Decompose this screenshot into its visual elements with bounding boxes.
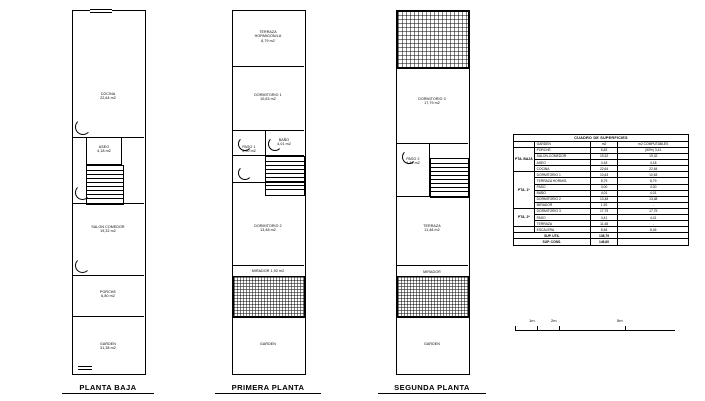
- total-comp: [618, 239, 689, 245]
- p2-title: SEGUNDA PLANTA: [378, 383, 486, 394]
- p2-room-terraza: TERRAZA 11,48 m2: [423, 224, 441, 233]
- p2-wall-1: [396, 67, 468, 68]
- cell-comp: 4,01: [618, 190, 689, 196]
- pb-wall-1: [72, 137, 144, 138]
- p2-room-dorm3: DORMITORIO 3 17,79 m2: [418, 97, 446, 106]
- cell-m2: 4,41: [590, 215, 618, 221]
- p1-room-dorm1: DORMITORIO 1 10,63 m2: [254, 93, 282, 102]
- cell-name: DORMITORIO 3: [534, 208, 590, 214]
- group-label-pta-2: PTA. 2ª: [514, 208, 535, 226]
- p2-staircase: [430, 158, 469, 198]
- cell-m2: 8,46: [590, 227, 618, 233]
- cell-name: DORMITORIO 2: [534, 196, 590, 202]
- p2-room-mirador: MIRADOR: [423, 270, 441, 274]
- p1-mirador-hatch: [233, 276, 305, 318]
- group-label-pta-baja: PTA. BAJA: [514, 147, 535, 171]
- cell-name: SALON-COMEDOR: [534, 153, 590, 159]
- pb-wall-5: [86, 137, 87, 165]
- pb-door-arc-1: [75, 119, 91, 135]
- header-first: GARDEN: [534, 141, 590, 147]
- p1-room-dorm2: DORMITORIO 2 13,48 m2: [254, 224, 282, 233]
- cell-m2: 6,82: [590, 147, 618, 153]
- total-name: SUP. CONS.: [514, 239, 591, 245]
- pb-room-porche: PORCHE 6,80 m2: [100, 290, 116, 299]
- cell-name: DORMITORIO 1: [534, 172, 590, 178]
- p1-room-mirador: MIRADOR 1,92 m2: [251, 269, 285, 273]
- table-total-row: [514, 239, 689, 245]
- surface-table: [513, 134, 689, 246]
- cell-m2: 4,00: [590, 184, 618, 190]
- cell-m2: 8,79: [590, 178, 618, 184]
- cell-m2: 22,64: [590, 166, 618, 172]
- p1-room-paso: PASO 1 4,00 m2: [242, 145, 256, 154]
- cell-name: BAÑO: [534, 190, 590, 196]
- table-title-row: [514, 135, 689, 142]
- pb-room-salon: SALON COMEDOR 19,32 m2: [91, 225, 125, 234]
- p2-wall-2: [396, 143, 468, 144]
- cell-m2: 19,32: [590, 153, 618, 159]
- p1-wall-7: [232, 155, 266, 156]
- cell-comp: -: [618, 221, 689, 227]
- p1-title: PRIMERA PLANTA: [215, 383, 321, 394]
- cell-m2: 10,63: [590, 172, 618, 178]
- p2-wall-4: [396, 265, 468, 266]
- cell-comp: (50%) 3,41: [618, 147, 689, 153]
- scale-tick-0: [515, 326, 516, 330]
- cell-name: TERRAZA: [534, 221, 590, 227]
- pb-room-garden: GARDEN 31,38 m2: [100, 342, 116, 351]
- scale-label-2m: 2m: [551, 318, 557, 323]
- pb-wall-4: [72, 316, 144, 317]
- p2-roof-hatch: [397, 11, 469, 69]
- cell-m2: 17,79: [590, 208, 618, 214]
- table-title: CUADRO DE SUPERFICIES: [514, 135, 689, 142]
- pb-room-cocina: COCINA 22,64 m2: [100, 92, 116, 101]
- pb-wall-7: [121, 137, 122, 165]
- cell-name: PASO: [534, 184, 590, 190]
- cell-name: ASEO: [534, 160, 590, 166]
- pb-title: PLANTA BAJA: [62, 383, 154, 394]
- p1-door-arc-2: [238, 166, 252, 180]
- cell-comp: 10,63: [618, 172, 689, 178]
- p2-mirador-hatch: [397, 276, 469, 318]
- pb-door-bottom: [78, 366, 92, 370]
- pb-staircase: [86, 165, 124, 205]
- p1-wall-4: [232, 265, 304, 266]
- scale-tick-1: [537, 326, 538, 330]
- cell-name: PASO: [534, 215, 590, 221]
- cell-comp: 8,79: [618, 178, 689, 184]
- header-m2: m2: [590, 141, 618, 147]
- cell-comp: 13,48: [618, 196, 689, 202]
- cell-name: PORCHE: [534, 147, 590, 153]
- cell-comp: 17,79: [618, 208, 689, 214]
- cell-comp: 19,32: [618, 153, 689, 159]
- total-m2: 146,60: [590, 239, 618, 245]
- cell-name: COCINA: [534, 166, 590, 172]
- p2-room-garden: GARDEN: [424, 342, 440, 346]
- cell-comp: 4,41: [618, 215, 689, 221]
- scale-tick-3: [625, 326, 626, 330]
- cell-name: ESCALERA: [534, 227, 590, 233]
- scale-tick-2: [559, 326, 560, 330]
- cell-comp: 8,46: [618, 227, 689, 233]
- scale-label-5m: 5m: [617, 318, 623, 323]
- cell-comp: -: [618, 202, 689, 208]
- p1-wall-2: [232, 130, 304, 131]
- cell-comp: 22,64: [618, 166, 689, 172]
- total-name: SUP. UTIL: [514, 233, 591, 239]
- cell-m2: 11,48: [590, 221, 618, 227]
- scale-label-1m: 1m: [529, 318, 535, 323]
- p1-room-bano: BAÑO 4,01 m2: [277, 138, 291, 147]
- header-comp: m2 COMPUTABLES: [618, 141, 689, 147]
- pb-room-aseo: ASEO 4,18 m2: [97, 145, 111, 154]
- p1-room-terraza: TERRAZA HORMIGON/LA 8,79 m2: [254, 30, 282, 43]
- p2-room-paso2: PASO 2 4,41 m2: [406, 157, 420, 166]
- cell-name: TERRAZA HORMIG.: [534, 178, 590, 184]
- cell-comp: 4,00: [618, 184, 689, 190]
- p1-staircase: [265, 156, 305, 196]
- pb-door-arc-3: [75, 258, 90, 273]
- total-m2: 138,79: [590, 233, 618, 239]
- group-label-pta-1: PTA. 1ª: [514, 172, 535, 209]
- scale-baseline: [515, 330, 675, 331]
- cell-m2: 4,01: [590, 190, 618, 196]
- pb-wall-3: [72, 275, 144, 276]
- cell-m2: 1,92: [590, 202, 618, 208]
- pb-window-top: [90, 9, 112, 13]
- cell-comp: 4,18: [618, 160, 689, 166]
- cell-name: MIRADOR: [534, 202, 590, 208]
- p1-wall-1: [232, 66, 304, 67]
- cell-m2: 4,18: [590, 160, 618, 166]
- cell-m2: 13,48: [590, 196, 618, 202]
- p1-room-garden: GARDEN: [260, 342, 276, 346]
- scale-bar: [515, 318, 685, 338]
